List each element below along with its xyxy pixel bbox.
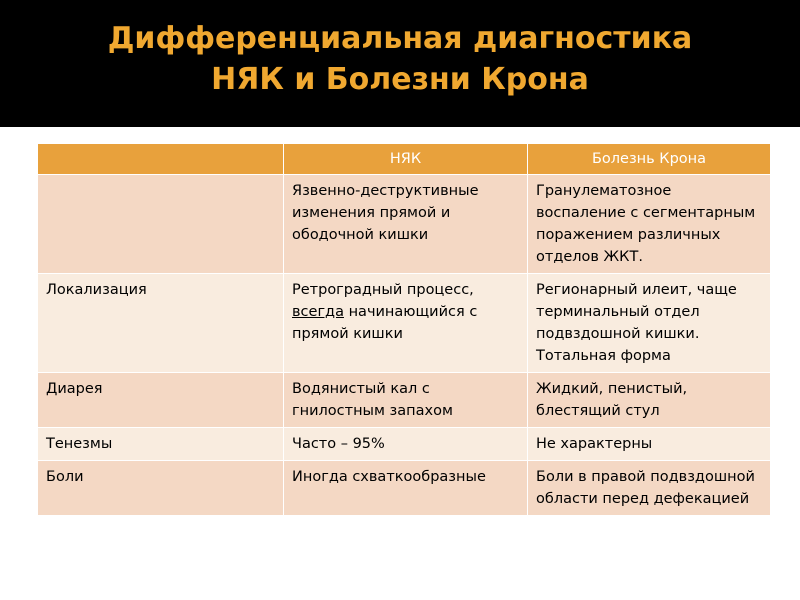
slide-title-line2: НЯК и Болезни Крона xyxy=(211,62,589,97)
cell-nyak xyxy=(284,274,528,373)
cell-nyak: Часто – 95% xyxy=(284,428,528,461)
cell-crohn: Жидкий, пенистый, блестящий стул xyxy=(528,373,771,428)
header-cell-criterion xyxy=(38,144,284,175)
cell-nyak-underlined-word: всегда xyxy=(292,304,344,320)
row-label: Тенезмы xyxy=(38,428,284,461)
table-header-row xyxy=(38,144,771,175)
table-row xyxy=(38,373,771,428)
header-cell-nyak: НЯК xyxy=(284,144,528,175)
cell-crohn: Не характерны xyxy=(528,428,771,461)
cell-nyak: Водянистый кал с гнилостным запахом xyxy=(284,373,528,428)
row-label xyxy=(38,175,284,274)
table-row xyxy=(38,175,771,274)
cell-crohn: Регионарный илеит, чаще терминальный отдел подвздошной кишки. Тотальная форма xyxy=(528,274,771,373)
row-label: Боли xyxy=(38,461,284,516)
cell-nyak-text-before: Ретроградный процесс, xyxy=(292,282,474,298)
cell-nyak: Язвенно-деструктивные изменения прямой и ободочной кишки xyxy=(284,175,528,274)
cell-crohn: Боли в правой подвздошной области перед дефекацией xyxy=(528,461,771,516)
table-row xyxy=(38,461,771,516)
table-row xyxy=(38,274,771,373)
slide-title xyxy=(0,18,800,100)
comparison-table xyxy=(37,143,771,516)
table-row xyxy=(38,428,771,461)
cell-nyak: Иногда схваткообразные xyxy=(284,461,528,516)
slide-title-line1: Дифференциальная диагностика xyxy=(107,21,693,56)
header-cell-crohn: Болезнь Крона xyxy=(528,144,771,175)
cell-crohn: Гранулематозное воспаление с сегментарным поражением различных отделов ЖКТ. xyxy=(528,175,771,274)
row-label: Диарея xyxy=(38,373,284,428)
cell-nyak-text-after: начинающийся с прямой кишки xyxy=(292,304,478,342)
row-label: Локализация xyxy=(38,274,284,373)
